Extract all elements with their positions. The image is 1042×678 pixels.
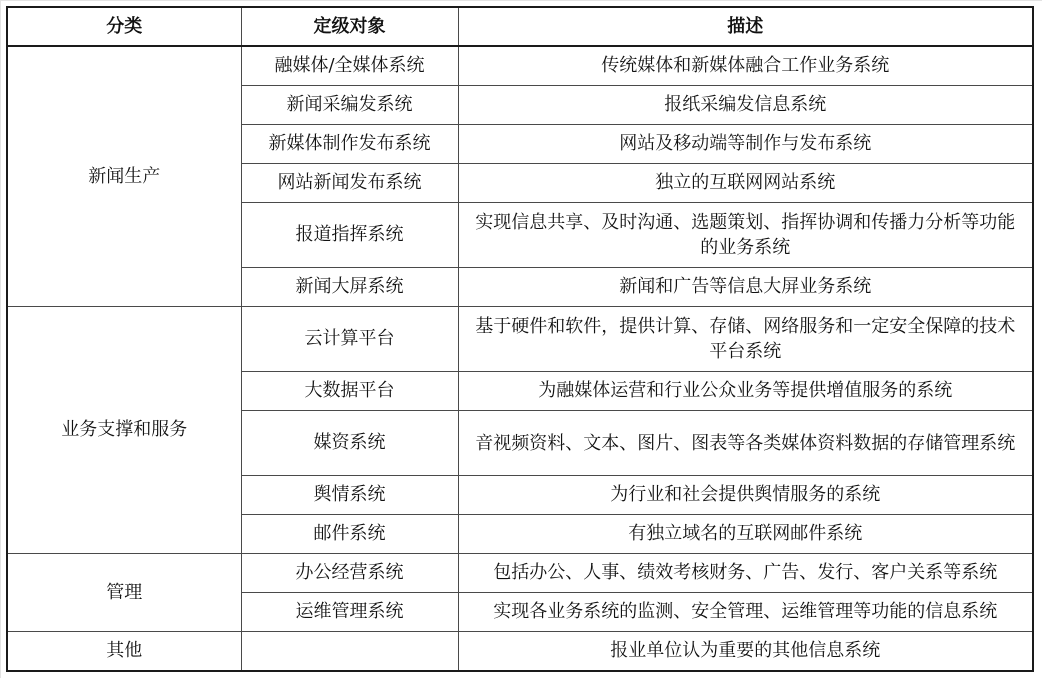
table-row xyxy=(7,307,1033,372)
object-cell[interactable]: 大数据平台 xyxy=(241,372,458,411)
description-cell[interactable]: 音视频资料、文本、图片、图表等各类媒体资料数据的存储管理系统 xyxy=(458,411,1033,476)
description-cell[interactable]: 网站及移动端等制作与发布系统 xyxy=(458,125,1033,164)
description-cell[interactable]: 有独立域名的互联网邮件系统 xyxy=(458,515,1033,554)
table-row xyxy=(7,632,1033,672)
description-cell[interactable]: 独立的互联网网站系统 xyxy=(458,164,1033,203)
description-cell[interactable]: 实现信息共享、及时沟通、选题策划、指挥协调和传播力分析等功能的业务系统 xyxy=(458,203,1033,268)
description-cell[interactable]: 新闻和广告等信息大屏业务系统 xyxy=(458,268,1033,307)
header-description[interactable]: 描述 xyxy=(458,7,1033,46)
object-cell[interactable]: 网站新闻发布系统 xyxy=(241,164,458,203)
object-cell[interactable]: 办公经营系统 xyxy=(241,554,458,593)
description-cell[interactable]: 为融媒体运营和行业公众业务等提供增值服务的系统 xyxy=(458,372,1033,411)
object-cell[interactable]: 邮件系统 xyxy=(241,515,458,554)
object-cell[interactable] xyxy=(241,632,458,672)
object-cell[interactable]: 媒资系统 xyxy=(241,411,458,476)
category-cell[interactable]: 管理 xyxy=(7,554,241,632)
object-cell[interactable]: 运维管理系统 xyxy=(241,593,458,632)
object-cell[interactable]: 融媒体/全媒体系统 xyxy=(241,46,458,86)
object-cell[interactable]: 舆情系统 xyxy=(241,476,458,515)
object-cell[interactable]: 报道指挥系统 xyxy=(241,203,458,268)
description-cell[interactable]: 基于硬件和软件，提供计算、存储、网络服务和一定安全保障的技术平台系统 xyxy=(458,307,1033,372)
category-cell[interactable]: 业务支撑和服务 xyxy=(7,307,241,554)
object-cell[interactable]: 云计算平台 xyxy=(241,307,458,372)
category-cell[interactable]: 新闻生产 xyxy=(7,46,241,307)
header-row xyxy=(7,7,1033,46)
description-cell[interactable]: 报纸采编发信息系统 xyxy=(458,86,1033,125)
object-cell[interactable]: 新媒体制作发布系统 xyxy=(241,125,458,164)
table-row xyxy=(7,554,1033,593)
description-cell[interactable]: 传统媒体和新媒体融合工作业务系统 xyxy=(458,46,1033,86)
table-row xyxy=(7,46,1033,86)
description-cell[interactable]: 实现各业务系统的监测、安全管理、运维管理等功能的信息系统 xyxy=(458,593,1033,632)
header-category[interactable]: 分类 xyxy=(7,7,241,46)
classification-table xyxy=(6,6,1034,672)
description-cell[interactable]: 报业单位认为重要的其他信息系统 xyxy=(458,632,1033,672)
description-cell[interactable]: 包括办公、人事、绩效考核财务、广告、发行、客户关系等系统 xyxy=(458,554,1033,593)
header-object[interactable]: 定级对象 xyxy=(241,7,458,46)
category-cell[interactable]: 其他 xyxy=(7,632,241,672)
object-cell[interactable]: 新闻采编发系统 xyxy=(241,86,458,125)
object-cell[interactable]: 新闻大屏系统 xyxy=(241,268,458,307)
description-cell[interactable]: 为行业和社会提供舆情服务的系统 xyxy=(458,476,1033,515)
